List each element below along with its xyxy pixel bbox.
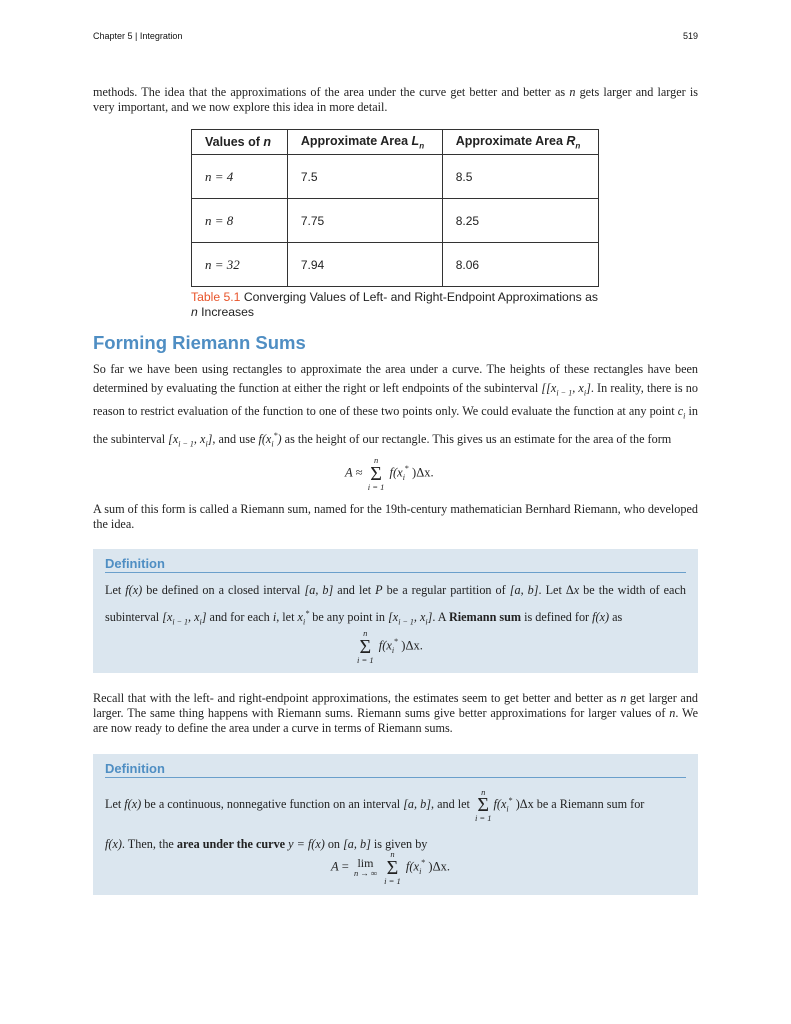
cell-rn: 8.06 [442,243,598,287]
riemann-sum-equation: A ≈ n Σ i = 1 $f(x_i^*$ )Δx. [345,455,434,492]
definition-text: Let f(x) be defined on a closed interval [a, b] and let P be a regular partition of [a, b]. Let Δx be the width of each subinterval [$x_{i - 1}$, $x_i$] and for each i, let $x_i^*$ be any point in [$x_{i - 1}$, $x_i$]. A Riemann sum is defined for f(x) as [105,583,686,627]
cell-ln: 7.5 [287,155,442,199]
column-header-ln: Approximate Area $L_n$ [287,130,442,155]
recall-paragraph: Recall that with the left- and right-endpoint approximations, the estimates seem to get better and better as n get larger and larger. The same thing happens with Riemann sums. Riemann sums give better approximations for larger values of n. We are now ready to define the area under a curve in terms of Riemann sums. [93,691,699,735]
column-header-rn: Approximate Area $R_n$ [442,130,598,155]
table-header-row [192,130,599,155]
riemann-intro-paragraph: So far we have been using rectangles to approximate the area under a curve. The heights of these rectangles have been determined by evaluating the function at either the right or left endpoints of the subinterval [[$x_{i - 1}$, $x_i$]. In reality, there is no reason to restrict evaluation of the function to one of these two points only. We could evaluate the function at any point $c_i$ in the subinterval [$x_{i - 1}$, $x_i$], and use $f(x_i^*)$ as the height of our rectangle. This gives us an estimate for the area of the form [93,362,699,449]
cell-n: n = 8 [192,199,288,243]
cell-rn: 8.25 [442,199,598,243]
definition-box-riemann-sum [93,549,698,673]
definition-text: Let f(x) be a continuous, nonnegative function on an interval [a, b], and let n Σ i = 1 $f(x_i^*$ )Δx be a Riemann sum for f(x). Then, the area under the curve y = f(x) on [a, b] is given by [105,786,645,851]
definition-box-area-under-curve [93,754,698,895]
cell-ln: 7.94 [287,243,442,287]
section-heading: Forming Riemann Sums [93,332,306,353]
page-number: 519 [682,31,698,41]
riemann-sum-definition-equation: n Σ i = 1 $f(x_i^*$ )Δx. [357,628,423,665]
cell-ln: 7.75 [287,199,442,243]
cell-n: n = 32 [192,243,288,287]
table-row [192,199,599,243]
approximation-table [191,129,599,287]
column-header-n: Values of n [192,130,288,155]
definition-heading: Definition [105,556,686,573]
table-label: Table 5.1 [191,290,241,304]
riemann-history-paragraph: A sum of this form is called a Riemann sum, named for the 19th-century mathematician Bernhard Riemann, who developed the idea. [93,502,698,531]
table-row [192,155,599,199]
table-row [192,243,599,287]
running-header-chapter: Chapter 5 | Integration [93,31,183,41]
definition-heading: Definition [105,761,686,778]
intro-paragraph: methods. The idea that the approximations of the area under the curve get better and better as n gets larger and larger is very important, and we now explore this idea in more detail. [93,85,698,114]
table-caption: Table 5.1 Converging Values of Left- and Right-Endpoint Approximations as n Increases [191,290,598,319]
area-limit-equation: A = lim n → ∞ n Σ i = 1 $f(x_i^*$ )Δx. [331,849,450,886]
cell-n: n = 4 [192,155,288,199]
cell-rn: 8.5 [442,155,598,199]
